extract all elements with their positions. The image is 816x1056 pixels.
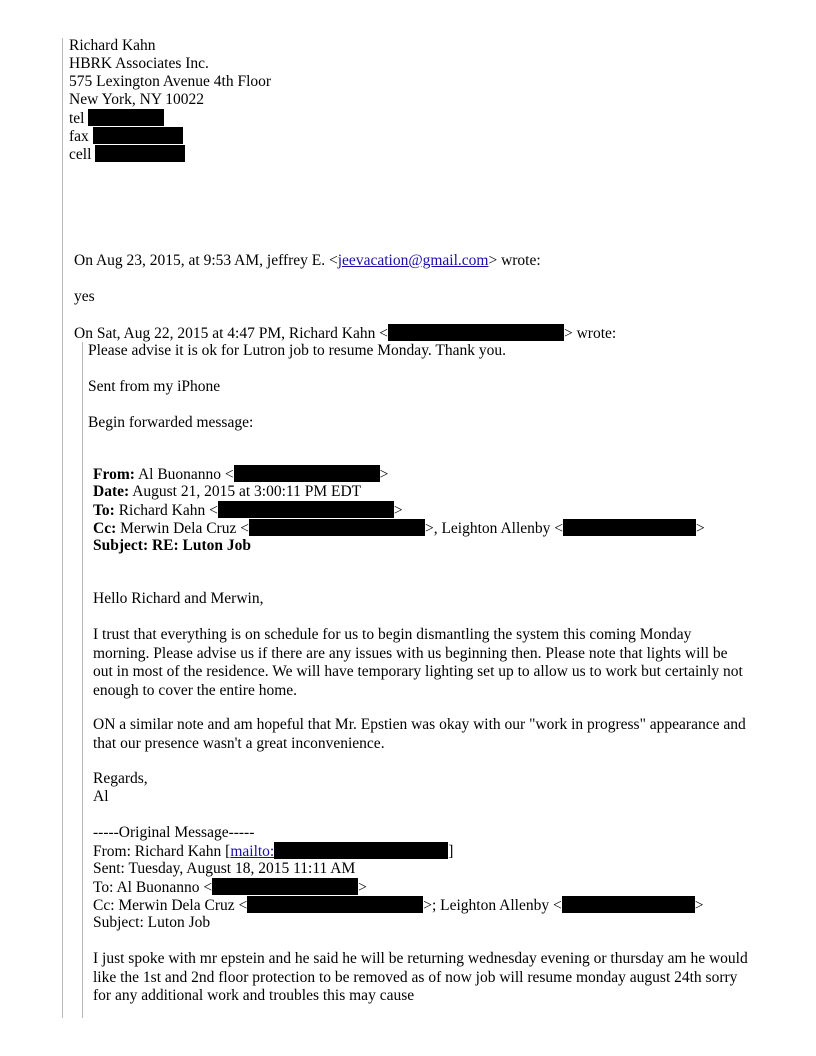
fax-label: fax xyxy=(69,128,89,145)
redaction-box xyxy=(563,519,696,536)
subject-label: Subject: xyxy=(93,537,149,554)
redaction-box xyxy=(95,145,185,162)
reply-header-richard xyxy=(74,324,616,343)
greeting: Hello Richard and Merwin, xyxy=(93,590,264,607)
forward-date xyxy=(93,483,361,501)
to-value: Richard Kahn < xyxy=(118,502,218,519)
to-label: To: xyxy=(93,502,115,519)
redaction-box xyxy=(234,465,380,482)
from-label: From: xyxy=(93,466,135,483)
cc-label: Cc: xyxy=(93,520,117,537)
body-paragraph-1: I trust that everything is on schedule for us to begin dismantling the system this coming Monday morning. Please advise us if there are any issues with us beginning then. Please note that lights will be out in most of the residence. We will have temporary lighting set up to allow us to work but certainly not enough to cover the entire home. xyxy=(93,626,743,699)
date-value: August 21, 2015 at 3:00:11 PM EDT xyxy=(132,483,362,500)
mailto-link[interactable]: mailto: xyxy=(230,843,275,860)
forward-from: From: Al Buonanno < > xyxy=(93,466,389,483)
redaction-box xyxy=(218,501,394,518)
redaction-box xyxy=(93,127,183,144)
email-link[interactable]: jeevacation@gmail.com xyxy=(337,252,489,269)
original-cc-prefix: Cc: Merwin Dela Cruz < xyxy=(93,897,248,914)
signature-cell xyxy=(69,145,185,164)
signature-address-line2: New York, NY 10022 xyxy=(69,91,205,108)
redaction-box xyxy=(247,896,423,913)
original-from xyxy=(93,842,453,861)
original-to: To: Al Buonanno < > xyxy=(93,879,367,896)
subject-value: RE: Luton Job xyxy=(151,537,252,554)
original-cc: Cc: Merwin Dela Cruz < >; Leighton Allenby < > xyxy=(93,897,704,914)
original-from-suffix: ] xyxy=(448,843,454,860)
original-subject: Subject: Luton Job xyxy=(93,914,211,931)
signature-name: Richard Kahn xyxy=(69,37,156,54)
body-paragraph-2: ON a similar note and am hopeful that Mr. Epstien was okay with our "work in progress" appearance and that our presence wasn't a great inconvenience. xyxy=(93,716,746,752)
redaction-box xyxy=(212,878,358,895)
reply-header-suffix: > wrote: xyxy=(564,325,617,342)
from-value: Al Buonanno < xyxy=(137,466,234,483)
forward-cc: Cc: Merwin Dela Cruz < >, Leighton Allenby < > xyxy=(93,520,705,537)
cc-value2: >, Leighton Allenby < xyxy=(424,520,563,537)
signature-fax xyxy=(69,127,183,146)
redaction-box xyxy=(249,519,425,536)
reply-line-iphone: Sent from my iPhone xyxy=(88,378,221,395)
redaction-box xyxy=(274,842,448,859)
signature-tel xyxy=(69,109,164,128)
original-cc-mid: >; Leighton Allenby < xyxy=(423,897,562,914)
cell-label: cell xyxy=(69,146,92,163)
reply-header-prefix: On Aug 23, 2015, at 9:53 AM, jeffrey E. < xyxy=(74,252,338,269)
quote-bar-outer xyxy=(62,38,63,1018)
reply-line-forwarded: Begin forwarded message: xyxy=(88,414,254,431)
original-body: I just spoke with mr epstein and he said he will be returning wednesday evening or thursday am he would like the 1st and 2nd floor protection to be removed as of now job will resume monday august 24th sorry for any additional work and troubles this may cause xyxy=(93,950,748,1004)
signature-address-line1: 575 Lexington Avenue 4th Floor xyxy=(69,73,272,90)
reply-header-prefix: On Sat, Aug 22, 2015 at 4:47 PM, Richard Kahn < xyxy=(74,325,388,342)
forward-to: To: Richard Kahn < > xyxy=(93,502,403,519)
signature-company: HBRK Associates Inc. xyxy=(69,55,209,72)
redaction-box xyxy=(562,896,695,913)
original-sent: Sent: Tuesday, August 18, 2015 11:11 AM xyxy=(93,860,356,877)
reply-body-yes: yes xyxy=(74,288,95,305)
date-label: Date: xyxy=(93,483,130,500)
original-from-prefix: From: Richard Kahn [ xyxy=(93,843,231,860)
tel-label: tel xyxy=(69,110,85,127)
cc-value1: Merwin Dela Cruz < xyxy=(120,520,249,537)
signoff-al: Al xyxy=(93,788,109,805)
reply-header-jeffrey xyxy=(74,252,541,270)
regards: Regards, xyxy=(93,770,148,787)
reply-header-suffix: > wrote: xyxy=(488,252,541,269)
redaction-box xyxy=(88,109,164,126)
forward-subject xyxy=(93,537,251,555)
redaction-box xyxy=(388,324,564,341)
original-divider: -----Original Message----- xyxy=(93,824,255,841)
original-to-prefix: To: Al Buonanno < xyxy=(93,879,213,896)
quote-bar-inner xyxy=(82,342,83,1018)
reply-line-advise: Please advise it is ok for Lutron job to resume Monday. Thank you. xyxy=(88,342,507,359)
